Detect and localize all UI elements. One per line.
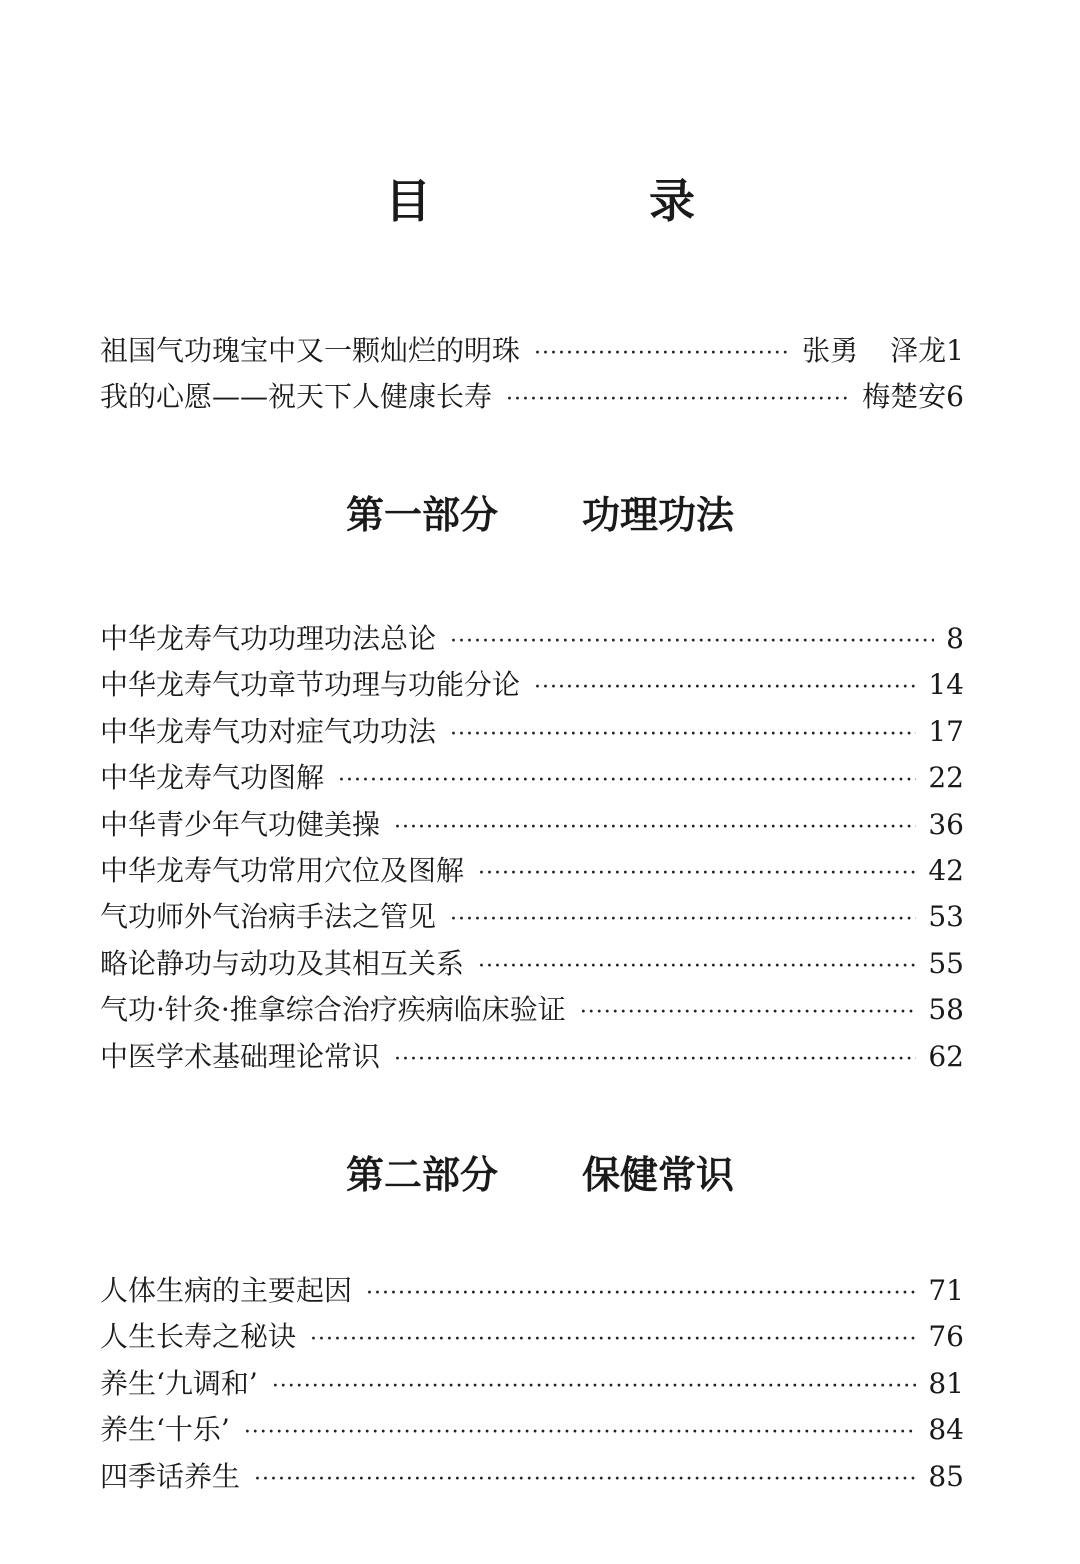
dot-leader (450, 619, 934, 665)
dot-leader (394, 1037, 916, 1083)
toc-entry (100, 709, 964, 755)
entry-title: 人生长寿之秘诀 (100, 1320, 297, 1354)
entry-page: 84 (928, 1413, 964, 1447)
entry-title: 中华青少年气功健美操 (100, 807, 381, 841)
dot-leader (244, 1410, 917, 1456)
entry-title: 中华龙寿气功常用穴位及图解 (100, 853, 465, 887)
dot-leader (366, 1271, 916, 1317)
entry-title: 中华龙寿气功图解 (100, 761, 325, 795)
toc-entry (100, 941, 964, 987)
toc-entry (100, 662, 964, 708)
entry-title: 中华龙寿气功功理功法总论 (100, 622, 437, 655)
entry-page: 22 (928, 761, 964, 795)
toc-entry (100, 328, 964, 374)
dot-leader (450, 897, 916, 943)
toc-entry (100, 1361, 964, 1407)
entry-title: 气功师外气治病手法之管见 (100, 900, 437, 934)
toc-entry (100, 802, 964, 848)
entry-title: 四季话养生 (100, 1459, 241, 1493)
entry-title: 养生‘十乐’ (100, 1413, 230, 1447)
dot-leader (450, 712, 916, 758)
entry-title: 我的心愿——祝天下人健康长寿 (100, 380, 493, 414)
dot-leader (534, 665, 916, 711)
entry-page: 14 (928, 668, 964, 702)
entry-title: 祖国气功瑰宝中又一颗灿烂的明珠 (100, 334, 521, 367)
entry-page: 8 (946, 622, 964, 655)
front-matter-list (100, 328, 964, 421)
part-name: 保健常识 (582, 1153, 735, 1197)
section-heading (0, 488, 1080, 542)
toc-entry (100, 1034, 964, 1080)
toc-entry (100, 374, 964, 420)
dot-leader (506, 377, 850, 423)
entry-page: 泽龙1 (890, 334, 964, 367)
dot-leader (272, 1364, 917, 1410)
entry-page: 62 (928, 1039, 964, 1073)
dot-leader (310, 1317, 916, 1363)
dot-leader (478, 944, 916, 990)
dot-leader (580, 990, 917, 1036)
toc-entry (100, 755, 964, 801)
toc-entry (100, 1268, 964, 1314)
entry-title: 气功·针灸·推拿综合治疗疾病临床验证 (100, 993, 566, 1027)
toc-entry (100, 1314, 964, 1360)
toc-entry (100, 1454, 964, 1500)
part-label: 第一部分 (345, 493, 498, 537)
toc-entry (100, 987, 964, 1033)
entry-page: 58 (928, 993, 964, 1027)
entry-page: 85 (928, 1459, 964, 1493)
toc-entry (100, 1407, 964, 1453)
entry-title: 中华龙寿气功对症气功功法 (100, 714, 437, 748)
dot-leader (534, 331, 790, 377)
entry-title: 中华龙寿气功章节功理与功能分论 (100, 668, 521, 702)
toc-entry (100, 616, 964, 662)
page-title: 目 录 (385, 174, 781, 228)
toc-entry (100, 848, 964, 894)
part-two-list (100, 1268, 964, 1500)
toc-entry (100, 894, 964, 940)
dot-leader (478, 851, 916, 897)
entry-page: 55 (928, 946, 964, 980)
entry-title: 养生‘九调和’ (100, 1366, 258, 1400)
entry-title: 略论静功与动功及其相互关系 (100, 946, 465, 980)
part-one-list (100, 616, 964, 1080)
entry-page: 梅楚安6 (862, 380, 964, 414)
entry-page: 76 (928, 1320, 964, 1354)
dot-leader (394, 805, 916, 851)
entry-title: 人体生病的主要起因 (100, 1274, 353, 1307)
dot-leader (254, 1457, 916, 1503)
entry-page: 17 (928, 714, 964, 748)
entry-page: 71 (928, 1274, 964, 1307)
dot-leader (338, 758, 916, 804)
entry-author: 张勇 (802, 334, 859, 367)
entry-page: 53 (928, 900, 964, 934)
part-name: 功理功法 (582, 493, 735, 537)
part-label: 第二部分 (345, 1153, 498, 1197)
entry-title: 中医学术基础理论常识 (100, 1039, 381, 1073)
entry-page: 36 (928, 807, 964, 841)
section-heading (0, 1148, 1080, 1202)
entry-page: 42 (928, 853, 964, 887)
entry-page: 81 (928, 1366, 964, 1400)
